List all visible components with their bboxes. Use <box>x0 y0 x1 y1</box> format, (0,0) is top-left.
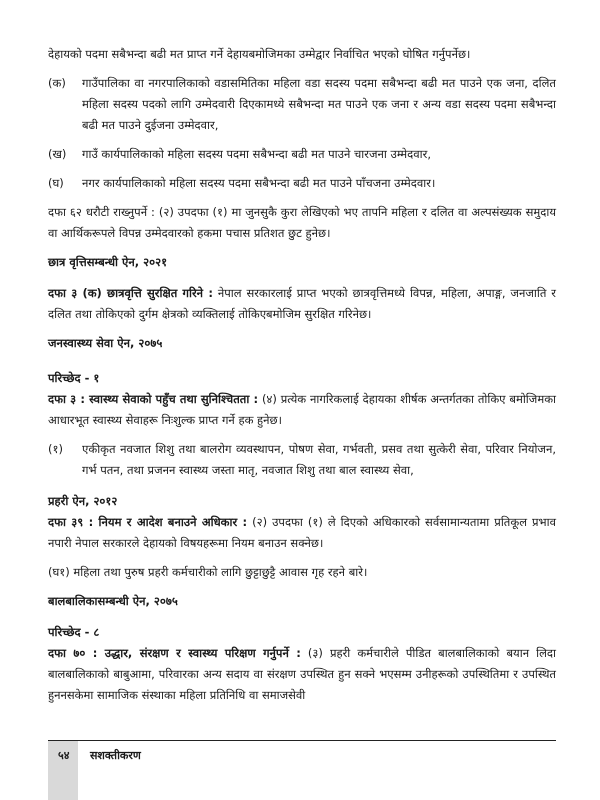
section-text: (४) प्रत्येक नागरिकलाई देहायका शीर्षक अन्तर्गतका तोकिए बमोजिमका आधारभूत स्वास्थ्य सेवाहरू निःशुल्क प्राप्त गर्ने हक हुनेछ। <box>48 392 556 427</box>
police-subclause: (घ१) महिला तथा पुरुष प्रहरी कर्मचारीको लागि छुट्टाछुट्टै आवास गृह रहने बारे। <box>48 565 368 579</box>
chapter-heading-1: परिच्छेद - १ <box>48 371 100 385</box>
list-item <box>48 73 556 136</box>
act-title-police: प्रहरी ऐन, २०१२ <box>48 494 118 508</box>
police-section-paragraph <box>48 512 556 554</box>
footer-rule <box>48 740 556 741</box>
list-item-label: (क) <box>48 76 66 90</box>
section-heading: दफा ३ (क) छात्रवृत्ति सुरक्षित गरिने : <box>48 286 213 300</box>
act-title-public-health: जनस्वास्थ्य सेवा ऐन, २०७५ <box>48 336 163 350</box>
section-heading: दफा ३ : स्वास्थ्य सेवाको पहुँच तथा सुनिश्चितता : <box>48 392 259 406</box>
health-list-item <box>48 439 556 481</box>
section-text: (२) उपदफा (१) ले दिएको अधिकारको सर्वसामान्यतामा प्रतिकूल प्रभाव नपारी नेपाल सरकारले देहायको विषयहरूमा नियम बनाउन सक्नेछ। <box>48 515 556 550</box>
section-heading: दफा ७० : उद्धार, संरक्षण र स्वास्थ्य परिक्षण गर्नुपर्ने : <box>48 646 301 660</box>
list-item <box>48 144 556 165</box>
list-item-label: (ख) <box>48 147 67 161</box>
scholarship-section-paragraph <box>48 283 556 325</box>
chapter-heading-8: परिच्छेद - ८ <box>48 625 100 639</box>
publication-name: सशक्तीकरण <box>90 749 141 762</box>
list-item-label: (१) <box>48 442 63 456</box>
section-text: नेपाल सरकारलाई प्राप्त भएको छात्रवृत्तिमध्ये विपन्न, महिला, अपाङ्ग, जनजाति र दलित तथा तोकिएको दुर्गम क्षेत्रको व्यक्तिलाई तोकिएबमोजिम सुरक्षित गरिनेछ। <box>48 286 556 321</box>
section-heading: दफा ३९ : नियम र आदेश बनाउने अधिकार : <box>48 515 248 529</box>
act-title-children: बालबालिकासम्बन्धी ऐन, २०७५ <box>48 594 178 608</box>
section-text: (३) प्रहरी कर्मचारीले पीडित बालबालिकाको बयान लिदा बालबालिकाको बाबुआमा, परिवारका अन्य सदाय वा संरक्षण उपस्थित हुन सक्ने भएसम्म उनीहरूको उपस्थितिमा र उपस्थित हुननसकेमा सामाजिक संस्थाका महिला प्रतिनिधि वा समाजसेवी <box>48 646 557 702</box>
list-item <box>48 173 556 194</box>
health-section-paragraph <box>48 389 556 431</box>
list-item-text: नगर कार्यपालिकाको महिला सदस्य पदमा सबैभन्दा बढी मत पाउने पाँचजना उम्मेदवार। <box>82 176 436 190</box>
act-title-scholarship: छात्र वृत्तिसम्बन्धी ऐन, २०२१ <box>48 255 168 269</box>
intro-paragraph: देहायको पदमा सबैभन्दा बढी मत प्राप्त गर्ने देहायबमोजिमका उम्मेद्वार निर्वाचित भएको घोषित गर्नुपर्नेछ। <box>48 47 471 61</box>
page-footer <box>48 740 556 800</box>
list-item-text: गाउँ कार्यपालिकाको महिला सदस्य पदमा सबैभन्दा बढी मत पाउने चारजना उम्मेदवार, <box>82 147 431 161</box>
section-62-paragraph: दफा ६२ धरौटी राख्नुपर्ने : (२) उपदफा (१) मा जुनसुकै कुरा लेखिएको भए तापनि महिला र दलित वा अल्पसंख्यक समुदाय वा आर्थिकरूपले विपन्न उम्मेदवारको हकमा पचास प्रतिशत छुट हुनेछ। <box>48 205 556 240</box>
list-item-label: (घ) <box>48 176 64 190</box>
children-section-paragraph <box>48 643 556 706</box>
list-item-text: गाउँपालिका वा नगरपालिकाको वडासमितिका महिला वडा सदस्य पदमा सबैभन्दा बढी मत पाउने एक जना, दलित महिला सदस्य पदको लागि उम्मेदवारी दिएकामध्ये सबैभन्दा मत पाउने एक जना र अन्य वडा सदस्य पदमा सबैभन्दा बढी मत पाउने दुईजना उम्मेदवार, <box>82 76 556 132</box>
list-item-text: एकीकृत नवजात शिशु तथा बालरोग व्यवस्थापन, पोषण सेवा, गर्भवती, प्रसव तथा सुत्केरी सेवा, परिवार नियोजन, गर्भ पतन, तथा प्रजनन स्वास्थ्य जस्ता मातृ, नवजात शिशु तथा बाल स्वास्थ्य सेवा, <box>82 442 556 477</box>
page-number: ५४ <box>58 749 70 762</box>
document-body <box>48 44 556 714</box>
